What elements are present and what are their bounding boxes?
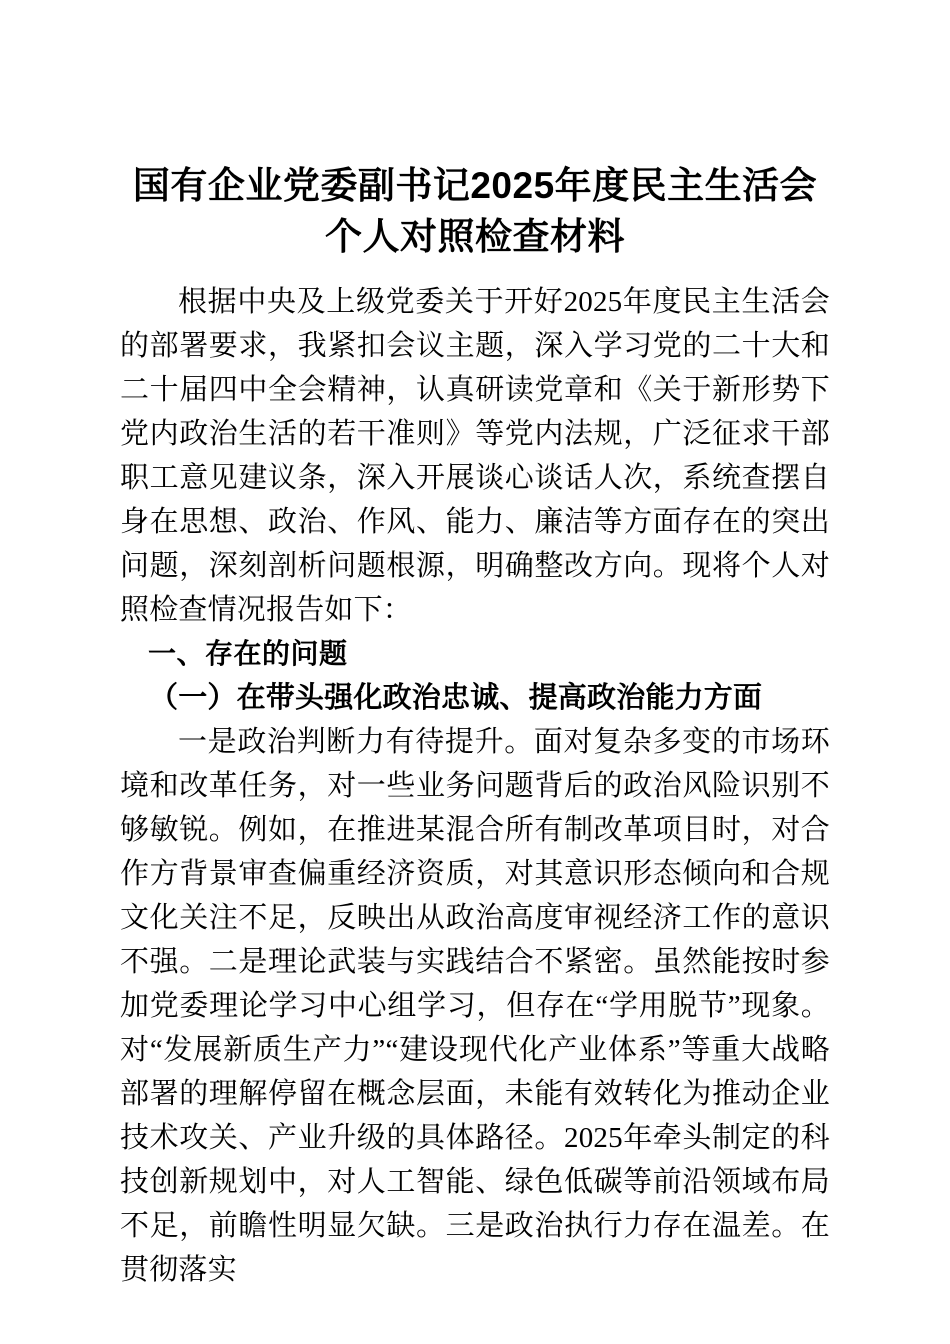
section-heading-existing-problems: 一、存在的问题 xyxy=(148,638,348,669)
subsection-heading-political-loyalty: （一）在带头强化政治忠诚、提高政治能力方面 xyxy=(149,682,763,714)
page-title: 国有企业党委副书记2025年度民主生活会个人对照检查材料 xyxy=(132,165,818,257)
subsection-body-political-loyalty: 一是政治判断力有待提升。面对复杂多变的市场环境和改革任务，对一些业务问题背后的政治风险识别不够敏锐。例如，在推进某混合所有制改革项目时，对合作方背景审查偏重经济资质，对其意识形态倾向和合规文化关注不足，反映出从政治高度审视经济工作的意识不强。二是理论武装与实践结合不紧密。虽然能按时参加党委理论学习中心组学习，但存在“学用脱节”现象。对“发展新质生产力”“建设现代化产业体系”等重大战略部署的理解停留在概念层面，未能有效转化为推动企业技术攻关、产业升级的具体路径。2025年牵头制定的科技创新规划中，对人工智能、绿色低碳等前沿领域布局不足，前瞻性明显欠缺。三是政治执行力存在温差。在贯彻落实 xyxy=(120,726,830,1286)
intro-paragraph: 根据中央及上级党委关于开好2025年度民主生活会的部署要求，我紧扣会议主题，深入学习党的二十大和二十届四中全会精神，认真研读党章和《关于新形势下党内政治生活的若干准则》等党内法规，广泛征求干部职工意见建议条，深入开展谈心谈话人次，系统查摆自身在思想、政治、作风、能力、廉洁等方面存在的突出问题，深刻剖析问题根源，明确整改方向。现将个人对照检查情况报告如下： xyxy=(120,286,830,626)
